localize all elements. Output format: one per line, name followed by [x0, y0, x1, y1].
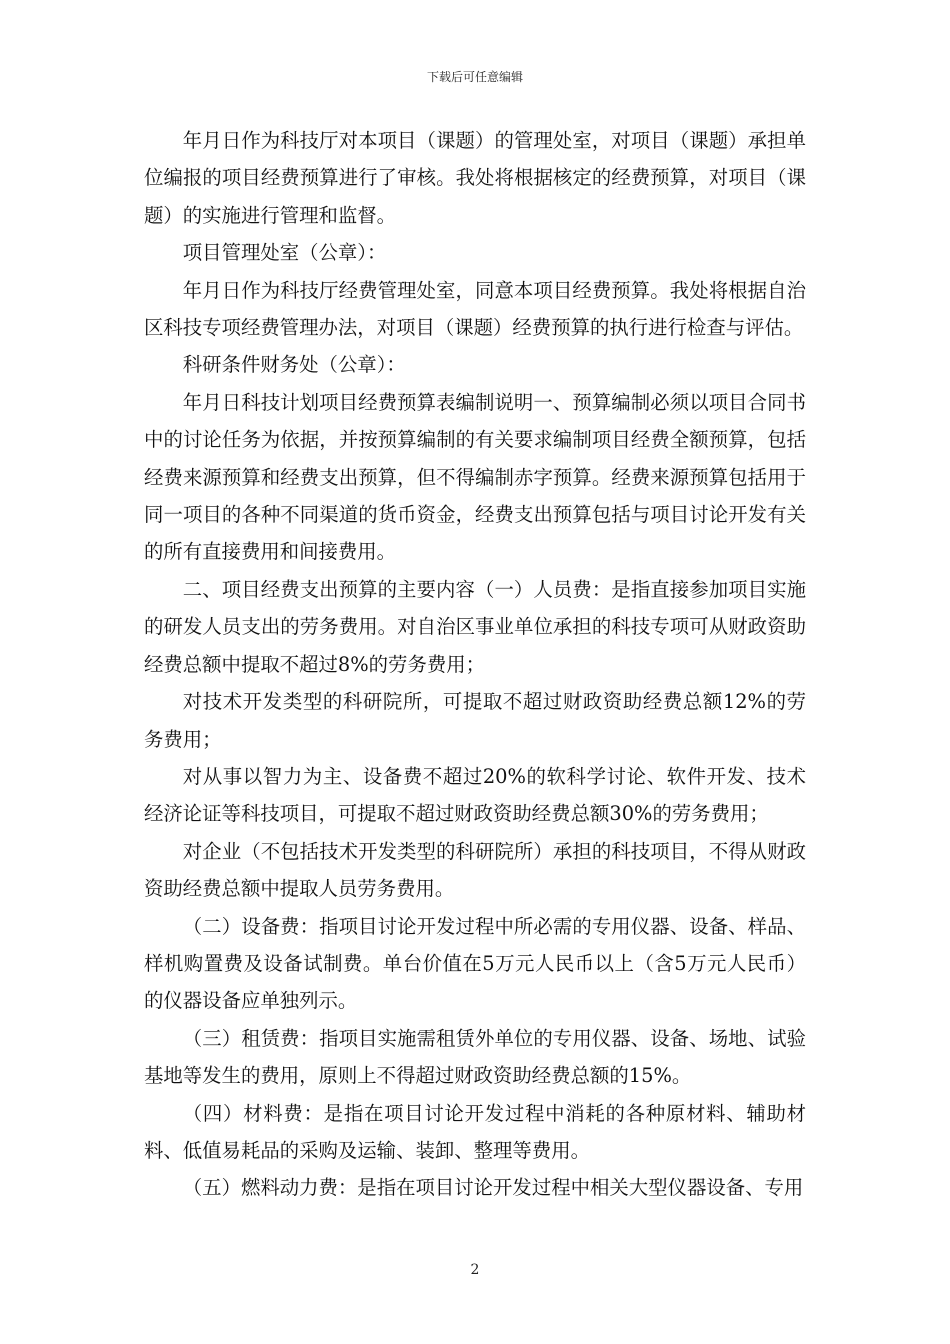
- paragraph: 二、项目经费支出预算的主要内容（一）人员费：是指直接参加项目实施的研发人员支出的劳务费用。对自治区事业单位承担的科技专项可从财政资助经费总额中提取不超过8%的劳务费用；: [144, 577, 806, 676]
- page-number: 2: [470, 1262, 480, 1278]
- paragraph: 科研条件财务处（公章）：: [182, 353, 406, 377]
- paragraph: 对技术开发类型的科研院所，可提取不超过财政资助经费总额12%的劳务费用；: [144, 690, 806, 751]
- paragraph: （三）租赁费：指项目实施需租赁外单位的专用仪器、设备、场地、试验基地等发生的费用，原则上不得超过财政资助经费总额的15%。: [144, 1026, 806, 1088]
- paragraph: 项目管理处室（公章）：: [182, 241, 387, 265]
- paragraph: （五）燃料动力费：是指在项目讨论开发过程中相关大型仪器设备、专用: [182, 1176, 804, 1200]
- paragraph: 对企业（不包括技术开发类型的科研院所）承担的科技项目，不得从财政资助经费总额中提取人员劳务费用。: [144, 839, 806, 901]
- paragraph: （二）设备费：指项目讨论开发过程中所必需的专用仪器、设备、样品、样机购置费及设备试制费。单台价值在5万元人民币以上（含5万元人民币）的仪器设备应单独列示。: [144, 914, 806, 1013]
- paragraph: 年月日作为科技厅经费管理处室，同意本项目经费预算。我处将根据自治区科技专项经费管理办法，对项目（课题）经费预算的执行进行检查与评估。: [144, 278, 806, 340]
- page-header: 下载后可任意编辑: [426, 70, 523, 84]
- paragraph: （四）材料费：是指在项目讨论开发过程中消耗的各种原材料、辅助材料、低值易耗品的采购及运输、装卸、整理等费用。: [144, 1101, 806, 1162]
- paragraph: 年月日作为科技厅对本项目（课题）的管理处室，对项目（课题）承担单位编报的项目经费预算进行了审核。我处将根据核定的经费预算，对项目（课题）的实施进行管理和监督。: [144, 129, 806, 227]
- paragraph: 年月日科技计划项目经费预算表编制说明一、预算编制必须以项目合同书中的讨论任务为依据，并按预算编制的有关要求编制项目经费全额预算，包括经费来源预算和经费支出预算，但不得编制赤字预算。经费来源预算包括用于同一项目的各种不同渠道的货币资金，经费支出预算包括与项目讨论开发有关的所有直接费用和间接费用。: [144, 390, 806, 564]
- paragraph: 对从事以智力为主、设备费不超过20%的软科学讨论、软件开发、技术经济论证等科技项目，可提取不超过财政资助经费总额30%的劳务费用；: [144, 764, 806, 826]
- document-body: [144, 122, 806, 1207]
